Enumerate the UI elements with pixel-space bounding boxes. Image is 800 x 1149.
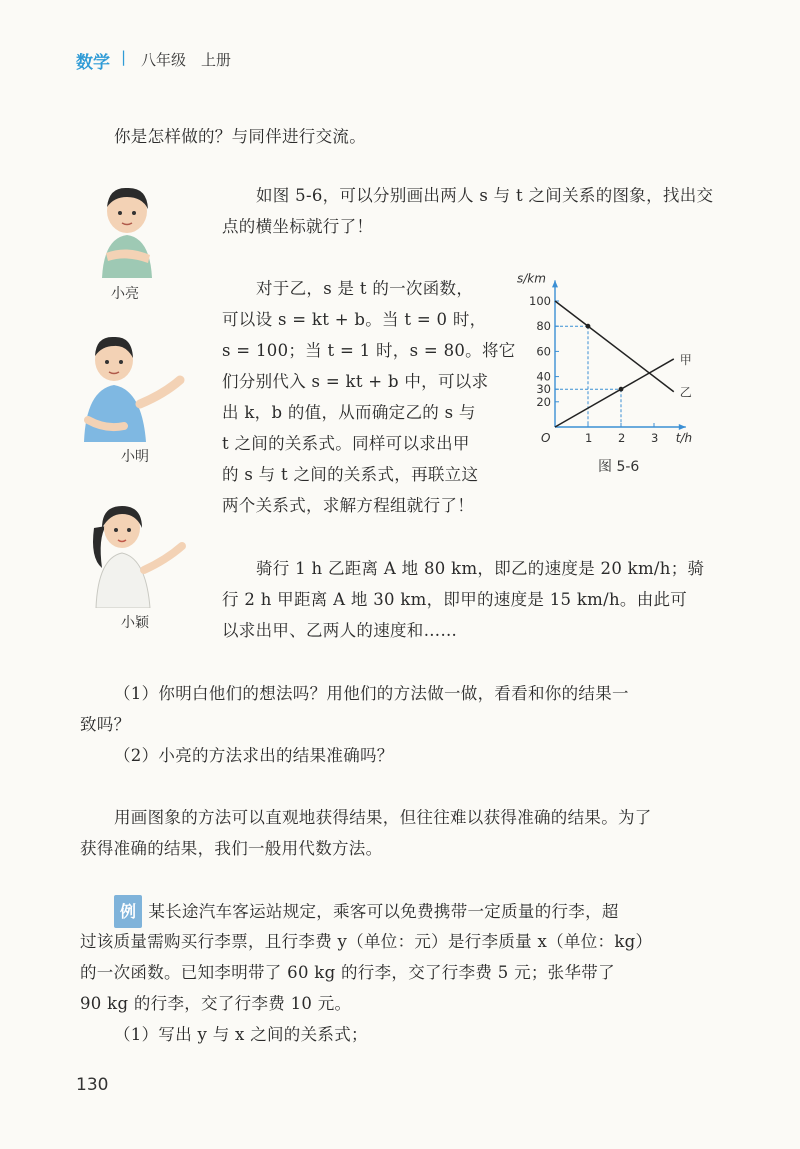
- xiaoming-name: 小明: [121, 449, 149, 465]
- intro-text: 你是怎样做的？与同伴进行交流。: [114, 127, 366, 146]
- y-tick-label: 60: [536, 344, 551, 359]
- example-line-4: 90 kg 的行李，交了行李费 10 元。: [80, 994, 352, 1013]
- y-tick-label: 30: [536, 382, 551, 397]
- example-line-1-text: 某长途汽车客运站规定，乘客可以免费携带一定质量的行李，超: [148, 902, 619, 921]
- series-label: 甲: [679, 352, 692, 367]
- xiaoying-line: 骑行 1 h 乙距离 A 地 80 km，即乙的速度是 20 km/h；骑: [256, 559, 705, 578]
- y-tick-label: 100: [529, 294, 551, 308]
- xiaoming-line: t 之间的关系式。同样可以求出甲: [222, 434, 470, 453]
- xiaoming-line: 对于乙，s 是 t 的一次函数，: [256, 279, 474, 298]
- y-axis-arrow: [552, 280, 558, 287]
- xiaoming-line: 的 s 与 t 之间的关系式，再联立这: [222, 465, 479, 484]
- x-tick-label: 2: [618, 431, 626, 445]
- data-point: [619, 387, 624, 392]
- data-point: [586, 324, 591, 329]
- xiaoying-avatar: [84, 498, 194, 608]
- header-grade: 八年级 上册: [141, 51, 232, 69]
- y-tick-label: 40: [536, 369, 551, 384]
- chart-figure-5-6: [510, 262, 740, 462]
- series-label: 乙: [679, 385, 692, 400]
- question-1-line-1: （1）你明白他们的想法吗？用他们的方法做一做，看看和你的结果一: [114, 684, 629, 703]
- series-line: [555, 301, 674, 392]
- x-tick-label: 3: [651, 431, 659, 445]
- chart-caption: 图 5-6: [598, 459, 640, 475]
- question-2: （2）小亮的方法求出的结果准确吗？: [114, 746, 394, 765]
- header-separator: |: [121, 48, 127, 66]
- y-tick-label: 20: [536, 394, 551, 409]
- y-axis-label: s/km: [517, 271, 546, 286]
- xiaoying-line: 行 2 h 甲距离 A 地 30 km，即甲的速度是 15 km/h。由此可: [222, 590, 688, 609]
- xiaoming-speech: [222, 273, 522, 521]
- xiaoming-line: 们分别代入 s = kt + b 中，可以求: [222, 372, 489, 391]
- x-tick-label: 1: [585, 431, 593, 445]
- x-axis-label: t/h: [675, 431, 693, 445]
- question-1-line-2: 致吗？: [80, 715, 131, 734]
- page-number: 130: [76, 1075, 109, 1095]
- xiaoying-name: 小颖: [121, 615, 149, 631]
- example-line-3: 的一次函数。已知李明带了 60 kg 的行李，交了行李费 5 元；张华带了: [80, 963, 615, 982]
- origin-label: O: [541, 431, 551, 445]
- xiaoying-line: 以求出甲、乙两人的速度和……: [222, 621, 458, 640]
- xiaoliang-speech: 如图 5-6，可以分别画出两人 s 与 t 之间关系的图象，找出交点的横坐标就行了！: [222, 186, 714, 236]
- example-part-1: （1）写出 y 与 x 之间的关系式；: [114, 1025, 368, 1044]
- xiaoliang-name: 小亮: [111, 286, 139, 302]
- xiaoming-line: 出 k，b 的值，从而确定乙的 s 与: [222, 403, 476, 422]
- x-axis-arrow: [679, 424, 686, 430]
- y-tick-label: 80: [536, 319, 551, 334]
- xiaoying-speech: [222, 553, 722, 646]
- example-badge: 例: [114, 895, 142, 928]
- xiaoming-line: 两个关系式，求解方程组就行了！: [222, 496, 474, 515]
- summary-line-2: 获得准确的结果，我们一般用代数方法。: [80, 839, 383, 858]
- summary-line-1: 用画图象的方法可以直观地获得结果，但往往难以获得准确的结果。为了: [114, 808, 652, 827]
- xiaoliang-avatar: [92, 183, 162, 278]
- header-subject: 数学: [76, 53, 110, 73]
- example-line-2: 过该质量需购买行李票，且行李费 y（单位：元）是行李质量 x（单位：kg）: [80, 932, 653, 951]
- xiaoming-line: 可以设 s = kt + b。当 t = 0 时，: [222, 310, 487, 329]
- example-line-1: [114, 895, 619, 928]
- xiaoming-line: s = 100；当 t = 1 时，s = 80。将它: [222, 341, 516, 360]
- series-line: [555, 359, 674, 427]
- xiaoming-avatar: [76, 330, 194, 442]
